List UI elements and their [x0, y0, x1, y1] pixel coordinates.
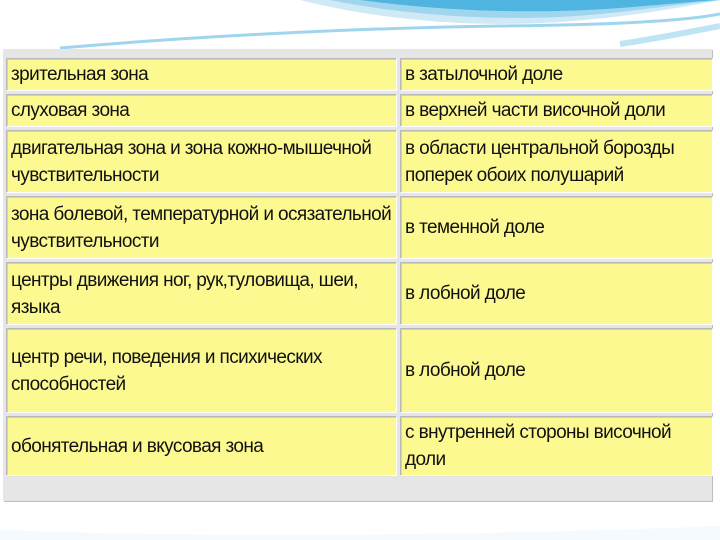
- zone-cell: центр речи, поведения и психических способностей: [6, 328, 397, 413]
- location-cell: с внутренней стороны височной доли: [400, 416, 713, 476]
- table-row: [6, 262, 713, 325]
- table-row: [6, 328, 713, 413]
- zone-cell: зона болевой, температурной и осязательной чувствительности: [6, 196, 397, 259]
- table-row: [6, 130, 713, 193]
- table-row: [6, 196, 713, 259]
- location-cell: в теменной доле: [400, 196, 713, 259]
- location-cell: в лобной доле: [400, 262, 713, 325]
- location-cell: в лобной доле: [400, 328, 713, 413]
- zone-cell: центры движения ног, рук,туловища, шеи, языка: [6, 262, 397, 325]
- location-cell: в области центральной борозды поперек обоих полушарий: [400, 130, 713, 193]
- zone-cell: слуховая зона: [6, 94, 397, 127]
- zone-cell: двигательная зона и зона кожно-мышечной чувствительности: [6, 130, 397, 193]
- bottom-decoration: [0, 500, 720, 540]
- zone-cell: зрительная зона: [6, 58, 397, 91]
- zone-cell: обонятельная и вкусовая зона: [6, 416, 397, 476]
- brain-zones-table: [3, 55, 716, 479]
- table-row: [6, 416, 713, 476]
- location-cell: в затылочной доле: [400, 58, 713, 91]
- location-cell: в верхней части височной доли: [400, 94, 713, 127]
- table-row: [6, 58, 713, 91]
- table-row: [6, 94, 713, 127]
